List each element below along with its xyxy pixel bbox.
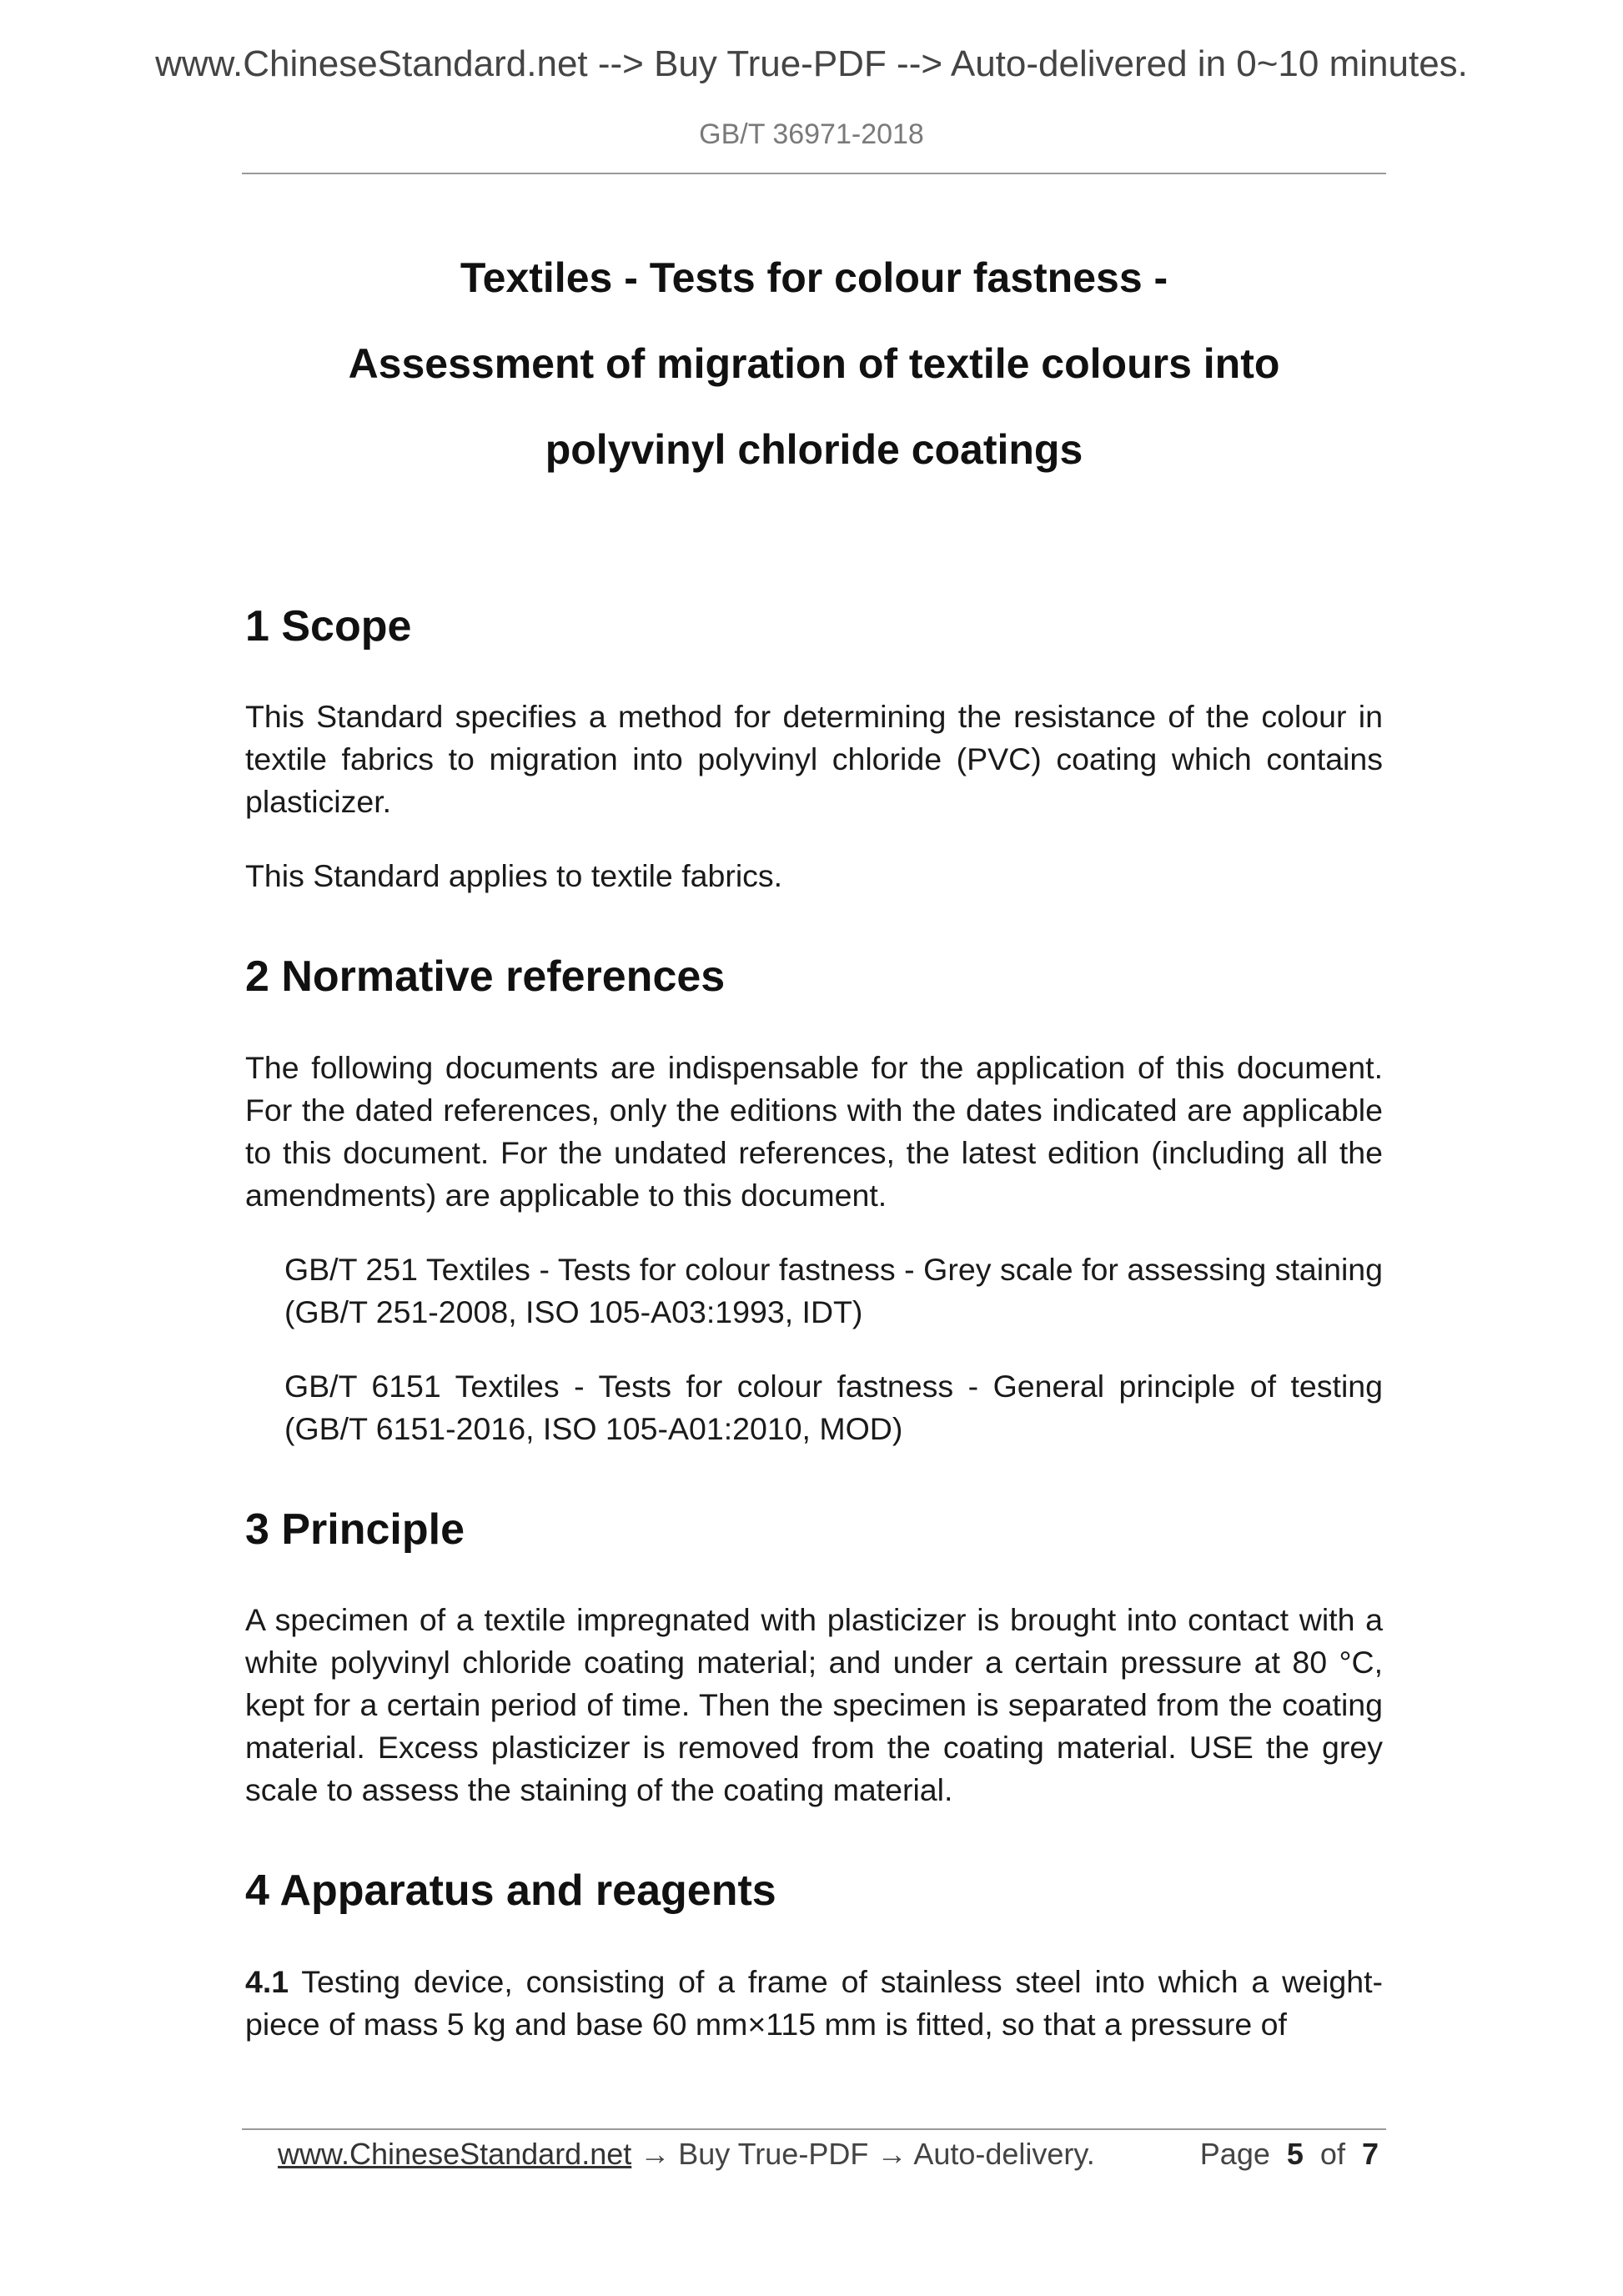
title-line-1: Textiles - Tests for colour fastness - [460,254,1168,301]
section-heading-apparatus: 4 Apparatus and reagents [245,1866,776,1916]
footer-website-link[interactable]: www.ChineseStandard.net [278,2137,632,2171]
reference-gbt-6151: GB/T 6151 Textiles - Tests for colour fastness - General principle of testing (GB/T 6151-2016, ISO 105-A01:2010, MOD) [284,1368,1383,1446]
document-title [242,235,1386,493]
scope-paragraph-2: This Standard applies to textile fabrics. [245,858,783,894]
page-total: 7 [1361,2137,1379,2171]
section-heading-scope: 1 Scope [245,602,412,651]
normative-paragraph: The following documents are indispensable for the application of this document. For the dated references, only the editions with the dates indicated are applicable to this document. For the undated references, the latest edition (including all the amendments) are applicable to this document. [245,1049,1383,1213]
principle-paragraph: A specimen of a textile impregnated with plasticizer is brought into contact with a white polyvinyl chloride coating material; and under a certain pressure at 80 °C, kept for a certain period of time. Then the specimen is separated from the coating material. Excess plasticizer is removed from the coating material. USE the grey scale to assess the staining of the coating material. [245,1602,1383,1808]
page-footer [278,2129,1379,2179]
header-divider [242,173,1386,174]
document-body [245,600,1383,2077]
section-heading-principle: 3 Principle [245,1505,465,1554]
footer-text: → Buy True-PDF → Auto-delivery. [631,2137,1095,2171]
title-line-2: Assessment of migration of textile colours into [348,340,1280,387]
item-text: Testing device, consisting of a frame of stainless steel into which a weight-piece of mass 5 kg and base 60 mm×115 mm is fitted, so that a pressure of [245,1963,1383,2042]
page-label: Page [1199,2137,1270,2171]
page-indicator [1200,2129,1379,2179]
top-banner: www.ChineseStandard.net --> Buy True-PDF --> Auto-delivered in 0~10 minutes. [155,43,1468,84]
reference-gbt-251: GB/T 251 Textiles - Tests for colour fastness - Grey scale for assessing staining (GB/T 251-2008, ISO 105-A03:1993, IDT) [284,1251,1383,1329]
scope-paragraph-1: This Standard specifies a method for determining the resistance of the colour in textile fabrics to migration into polyvinyl chloride (PVC) coating which contains plasticizer. [245,699,1383,820]
apparatus-item-4-1 [245,1961,1383,2046]
section-heading-normative-references: 2 Normative references [245,952,726,1002]
title-line-3: polyvinyl chloride coatings [545,426,1083,473]
item-number: 4.1 [245,1963,289,1999]
page-current: 5 [1286,2137,1304,2171]
standard-code: GB/T 36971-2018 [699,118,924,150]
page-of: of [1319,2137,1345,2171]
